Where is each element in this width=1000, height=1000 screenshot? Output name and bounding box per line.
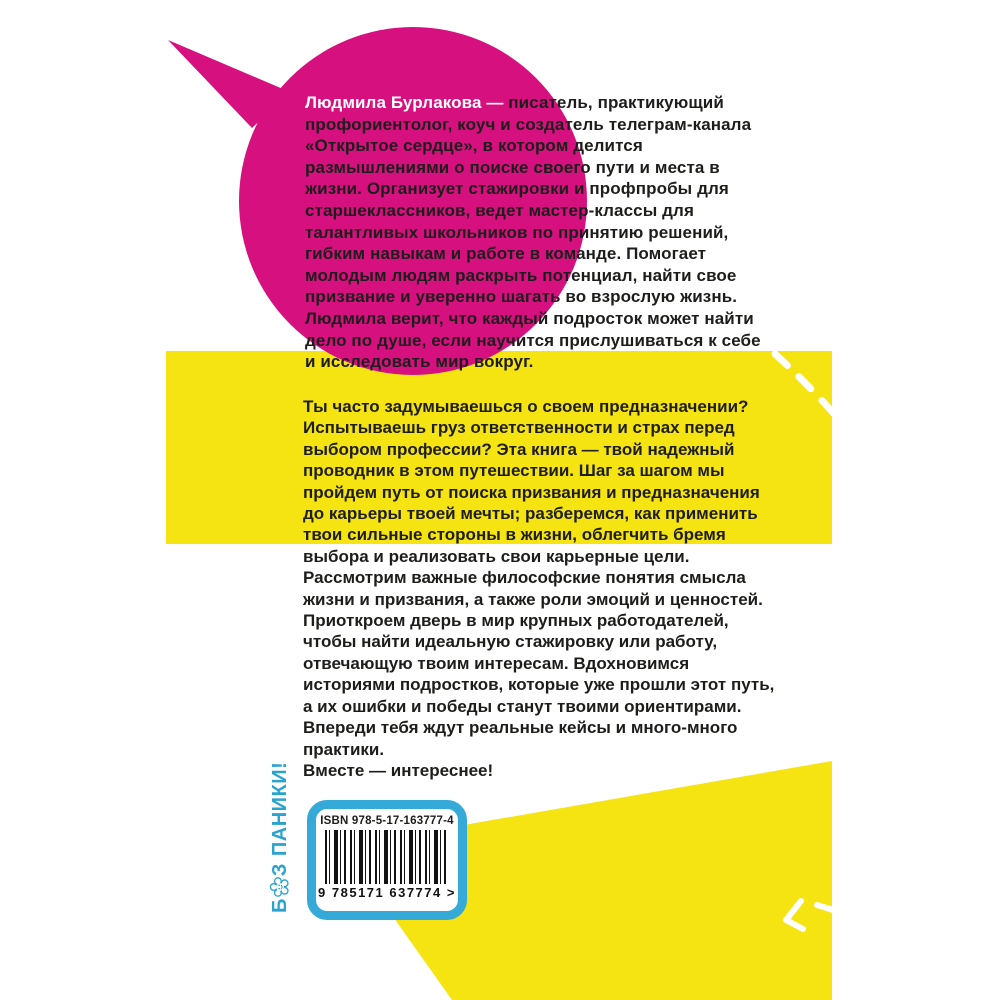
annotation-text: Ты часто задумываешься о своем предназначении? Испытываешь груз ответственности и страх перед выбором профессии? Эта книга — твой надежный проводник в этом путешествии. Шаг за шагом мы пройдем путь от поиска призвания и предназначения до карьеры твоей мечты; разберемся, как применить твои сильные стороны в жизни, облегчить бремя выбора и реализовать свои карьерные цели. Рассмотрим важные философские понятия смысла жизни и призвания, а также роли эмоций и ценностей. Приоткроем дверь в мир крупных работодателей, чтобы найти идеальную стажировку или работу, отвечающую твоим интересам. Вдохновимся историями подростков, которые уже прошли этот путь, а их ошибки и победы станут твоими ориентирами. Впереди тебя ждут реальные кейсы и много-много практики. xyxy=(303,397,775,759)
logo-letter-b: Б xyxy=(268,898,291,913)
barcode-box xyxy=(307,800,467,920)
isbn-label: ISBN 978-5-17-163777-4 xyxy=(320,815,454,827)
author-bio-text: писатель, практикующий профориентолог, коуч и создатель телеграм-канала «Открытое сердце», в котором делится размышлениями о поиске своего пути и места в жизни. Организует стажировки и профпробы для старшеклассников, ведет мастер-классы для талантливых школьников по принятию решений, гибким навыкам и работе в команде. Помогает молодым людям раскрыть потенциал, найти свое призвание и уверенно шагать во взрослую жизнь. Людмила верит, что каждый подросток может найти дело по душе, если научится прислушиваться к себе и исследовать мир вокруг. xyxy=(305,93,761,372)
daisy-flower-icon xyxy=(270,877,290,897)
author-name: Людмила Бурлакова — xyxy=(305,93,504,112)
annotation-closing: Вместе — интереснее! xyxy=(303,760,494,780)
logo-word: ПАНИКИ! xyxy=(268,761,291,857)
barcode xyxy=(325,830,449,884)
barcode-digits: 9 785171 637774 > xyxy=(318,885,456,900)
series-logo xyxy=(267,762,293,913)
author-bio xyxy=(305,92,775,373)
annotation xyxy=(303,396,779,781)
logo-letter-z: З xyxy=(268,863,291,877)
